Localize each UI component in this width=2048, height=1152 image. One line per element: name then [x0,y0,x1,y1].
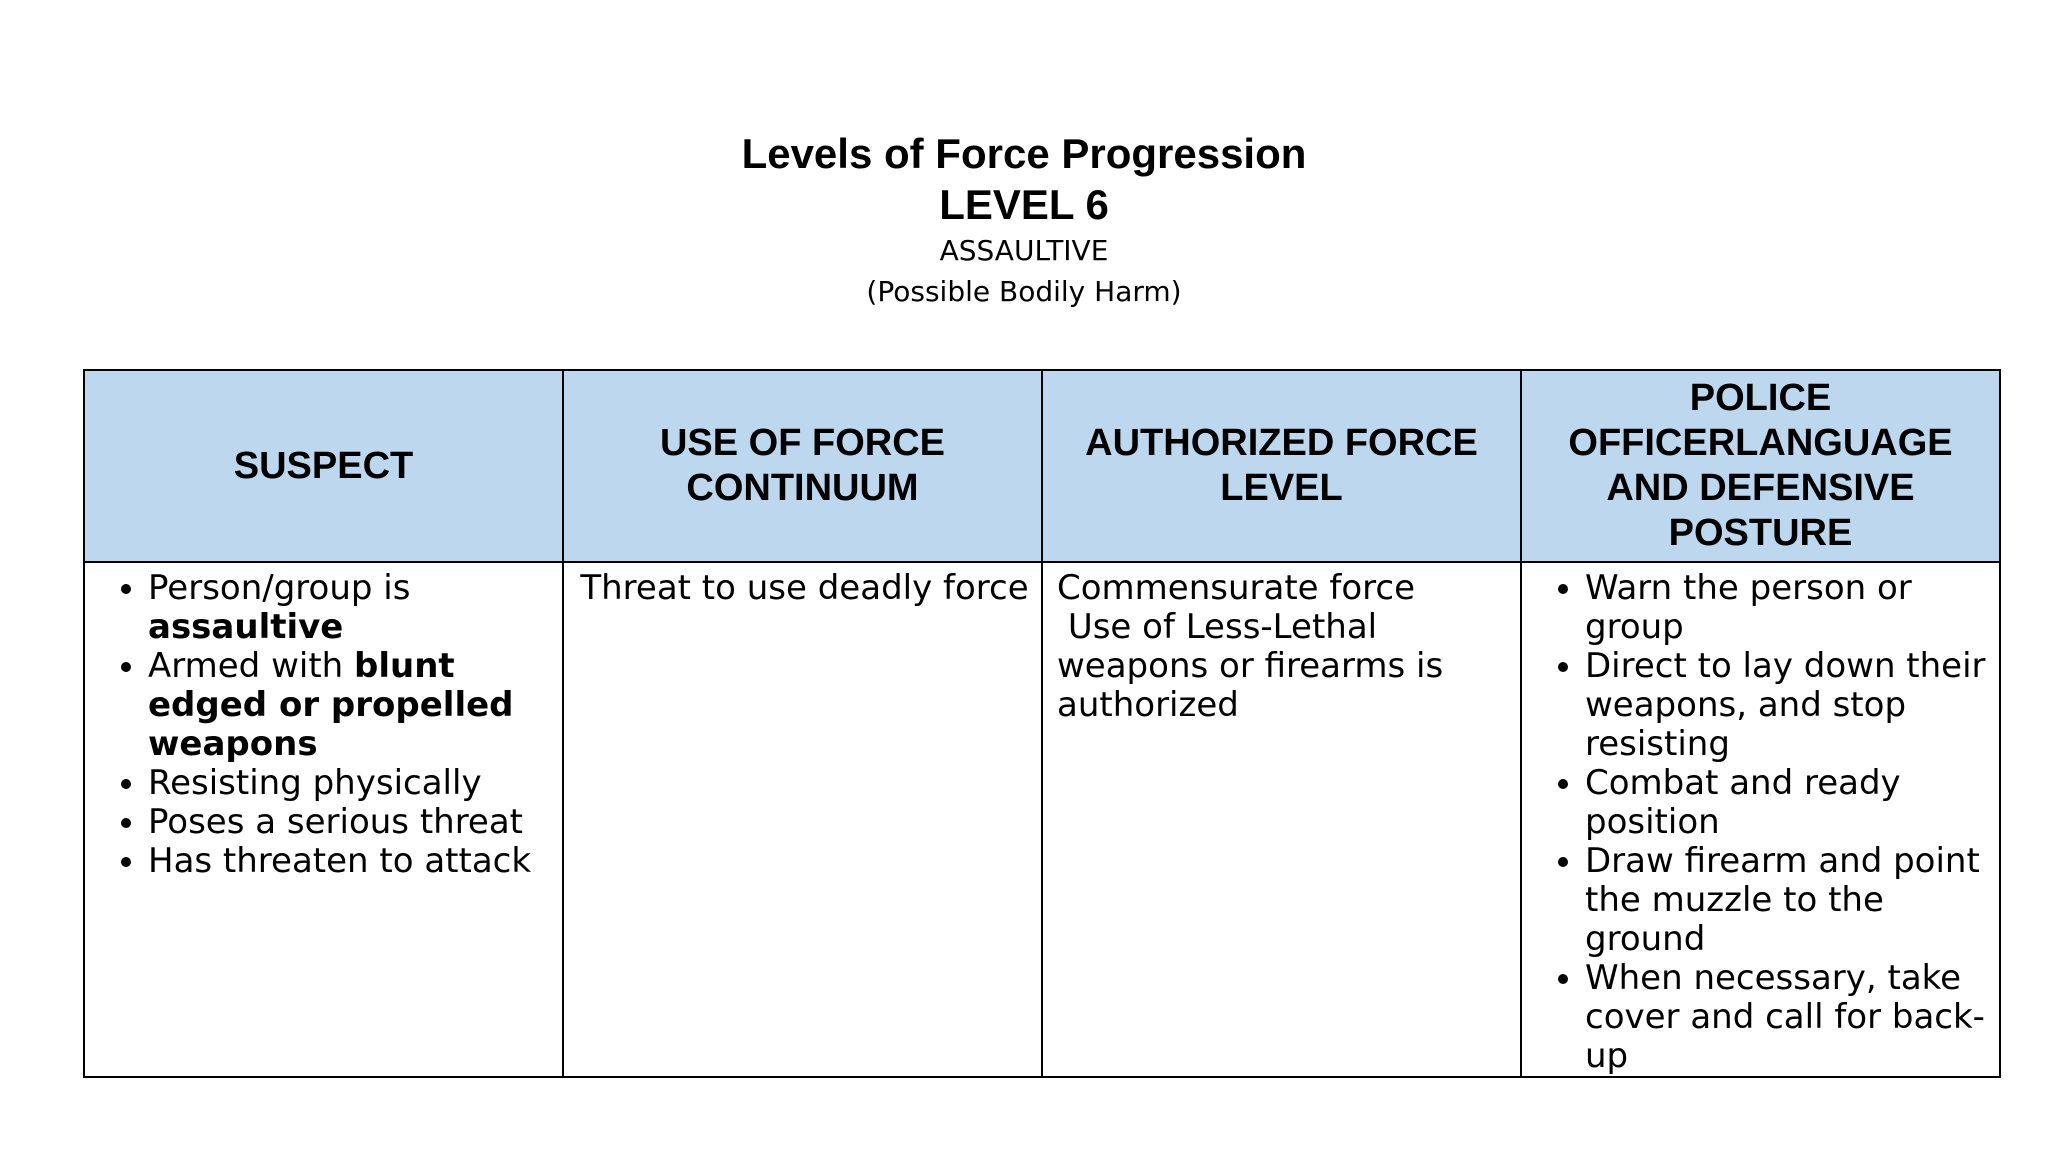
list-item: • Has threaten to attack [148,842,552,881]
authorized-line: Commensurate force [1057,568,1415,608]
posture-list [1536,569,1989,1076]
list-item: • Combat and ready position [1585,764,1989,842]
list-item: • Poses a serious threat [148,803,552,842]
cell-authorized [1042,562,1521,1077]
cell-continuum: Threat to use deadly force [563,562,1042,1077]
list-item: • Resisting physically [148,764,552,803]
header-row [84,370,2000,562]
header-suspect: SUSPECT [84,370,563,562]
list-item: • When necessary, take cover and call for back-up [1585,959,1989,1076]
suspect-item-bold: assaultive [148,607,344,647]
list-item: • Draw firearm and point the muzzle to the ground [1585,842,1989,959]
authorized-line: Use of Less-Lethal weapons or firearms is authorized [1057,607,1454,725]
force-table [83,369,2001,1078]
suspect-item-bold: blunt edged or propelled weapons [148,646,514,764]
page-title: Levels of Force Progression [741,130,1307,177]
level-heading: LEVEL 6 [939,181,1109,228]
header-continuum: USE OF FORCE CONTINUUM [563,370,1042,562]
header-authorized: AUTHORIZED FORCE LEVEL [1042,370,1521,562]
title-block [0,128,2048,312]
list-item: • Direct to lay down their weapons, and stop resisting [1585,647,1989,764]
list-item [148,647,552,764]
level-category: ASSAULTIVE [939,234,1109,267]
header-posture: POLICE OFFICERLANGUAGE AND DEFENSIVE POSTURE [1521,370,2000,562]
cell-posture [1521,562,2000,1077]
suspect-item-text: Armed with [148,646,355,686]
level-description: (Possible Bodily Harm) [866,275,1182,308]
suspect-item-text: Person/group is [148,568,411,608]
list-item [148,569,552,647]
list-item: • Warn the person or group [1585,569,1989,647]
table-row [84,562,2000,1077]
suspect-list [99,569,552,881]
cell-suspect [84,562,563,1077]
